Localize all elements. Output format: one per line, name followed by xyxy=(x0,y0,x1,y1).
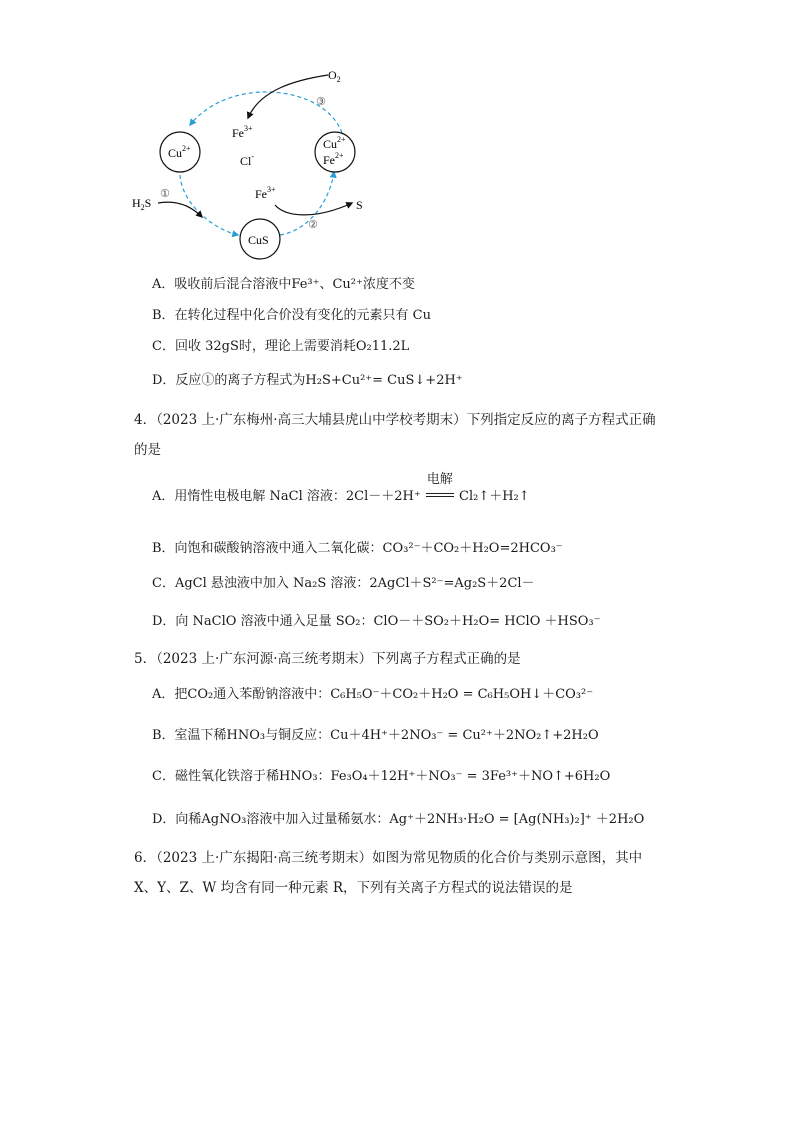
label-fe3-low: $Fe^{3+}$ xyxy=(255,185,276,201)
h2s-arrow xyxy=(158,202,202,217)
q5-stem: 5．（2023 上·广东河源·高三统考期末）下列离子方程式正确的是 xyxy=(134,651,521,667)
label-cu-node: $Cu^{2+}$ xyxy=(168,144,191,160)
electrolysis-condition xyxy=(425,472,455,506)
q4-stem-line1: 4．（2023 上·广东梅州·高三大埔县虎山中学校考期末）下列指定反应的离子方程式正确 xyxy=(134,412,656,428)
q6-stem-line1: 6．（2023 上·广东揭阳·高三统考期末）如图为常见物质的化合价与类别示意图，其中 xyxy=(134,850,643,866)
q4-option-c: C．AgCl 悬浊液中加入 Na₂S 溶液：2AgCl＋S²⁻=Ag₂S＋2Cl－ xyxy=(152,576,535,591)
q5-option-b: B．室温下稀HNO₃与铜反应：Cu＋4H⁺＋2NO₃⁻ = Cu²⁺＋2NO₂↑+2H₂O xyxy=(152,728,599,743)
label-step1: ① xyxy=(160,187,170,200)
q3-option-d: D．反应①的离子方程式为H₂S+Cu²⁺= CuS↓+2H⁺ xyxy=(152,373,463,388)
label-step3: ③ xyxy=(316,95,326,108)
s-arrow xyxy=(275,203,352,215)
q4-stem-line2: 的是 xyxy=(134,442,161,458)
label-fe3: $Fe^{3+}$ xyxy=(232,124,253,140)
q6-stem-line2: X、Y、Z、W 均含有同一种元素 R，下列有关离子方程式的说法错误的是 xyxy=(134,880,573,896)
q5-option-d xyxy=(152,811,644,829)
label-right-fe: $Fe^{2+}$ xyxy=(323,151,344,167)
q4-option-a xyxy=(152,472,530,506)
label-s-out: S xyxy=(356,198,363,212)
label-cl: Cl- xyxy=(240,152,255,168)
label-cus-node: CuS xyxy=(248,233,269,247)
q5-option-d-suffix: ＋2H₂O xyxy=(595,812,645,827)
label-h2s: $H_2S$ xyxy=(132,196,152,212)
q3-option-b: B．在转化过程中化合价没有变化的元素只有 Cu xyxy=(152,308,432,323)
label-right-cu: $Cu^{2+}$ xyxy=(323,135,346,151)
reaction-cycle-diagram xyxy=(120,55,400,270)
q4-option-b: B．向饱和碳酸钠溶液中通入二氧化碳：CO₃²⁻＋CO₂＋H₂O=2HCO₃⁻ xyxy=(152,541,563,556)
q3-option-a: A．吸收前后混合溶液中Fe³⁺、Cu²⁺浓度不变 xyxy=(152,277,415,292)
q4-option-a-prefix: A．用惰性电极电解 NaCl 溶液：2Cl－＋2H⁺ xyxy=(152,489,421,504)
q5-option-c: C．磁性氧化铁溶于稀HNO₃：Fe₃O₄＋12H⁺＋NO₃⁻ = 3Fe³⁺＋NO↑+6H₂O xyxy=(152,769,611,784)
q3-option-c: C．回收 32gS时，理论上需要消耗O₂11.2L xyxy=(152,339,410,354)
label-o2: $O_2$ xyxy=(328,68,341,84)
double-line-sign xyxy=(426,493,454,497)
q4-option-d: D．向 NaClO 溶液中通入足量 SO₂：ClO－＋SO₂＋H₂O= HClO ＋HSO₃⁻ xyxy=(152,614,601,629)
cycle-arc-left xyxy=(180,175,238,235)
electrolysis-label: 电解 xyxy=(426,472,453,487)
cycle-arc-right xyxy=(280,172,334,235)
label-step2: ② xyxy=(308,218,318,231)
q5-option-a: A．把CO₂通入苯酚钠溶液中：C₆H₅O⁻＋CO₂＋H₂O = C₆H₅OH↓＋CO₃²⁻ xyxy=(152,687,594,702)
q5-option-d-complex: [Ag(NH₃)₂]⁺ xyxy=(513,812,592,827)
q5-option-d-prefix: D．向稀AgNO₃溶液中加入过量稀氨水：Ag⁺＋2NH₃·H₂O = xyxy=(152,812,510,827)
q4-option-a-suffix: Cl₂↑＋H₂↑ xyxy=(459,489,530,504)
